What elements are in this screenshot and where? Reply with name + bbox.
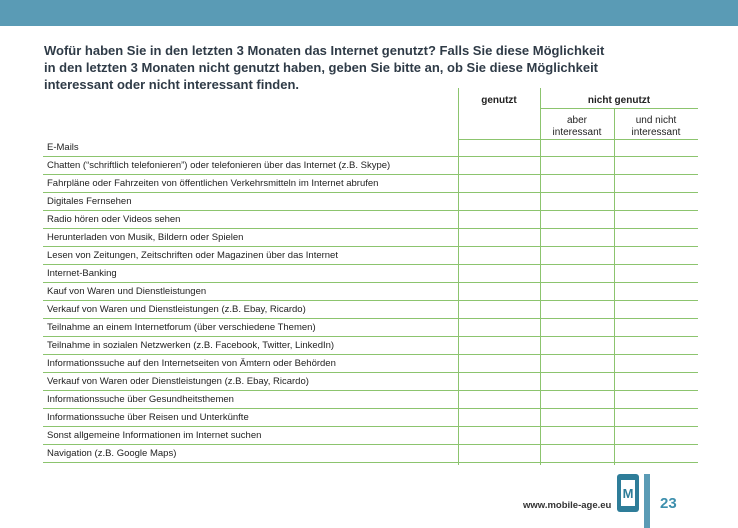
survey-row-label: Lesen von Zeitungen, Zeitschriften oder Magazinen über das Internet: [47, 250, 338, 261]
survey-row: [43, 211, 698, 229]
survey-row: [43, 445, 698, 463]
survey-row-label: Digitales Fernsehen: [47, 196, 132, 207]
survey-row: [43, 247, 698, 265]
survey-row-label: Verkauf von Waren und Dienstleistungen (z.B. Ebay, Ricardo): [47, 304, 306, 315]
page-number: 23: [660, 495, 677, 512]
survey-row-label: Teilnahme in sozialen Netzwerken (z.B. Facebook, Twitter, LinkedIn): [47, 340, 335, 351]
question-line-1: Wofür haben Sie in den letzten 3 Monaten das Internet genutzt? Falls Sie diese Möglichkeit: [44, 43, 605, 58]
survey-row: [43, 157, 698, 175]
survey-row: [43, 229, 698, 247]
survey-row-label: Kauf von Waren und Dienstleistungen: [47, 286, 207, 297]
mobile-age-logo: [617, 474, 639, 512]
survey-row: [43, 139, 698, 157]
survey-row-label: Verkauf von Waren oder Dienstleistungen (z.B. Ebay, Ricardo): [47, 376, 309, 387]
survey-row: [43, 355, 698, 373]
survey-question: [44, 42, 714, 93]
survey-row-label: Internet-Banking: [47, 268, 117, 279]
survey-row-label: Navigation (z.B. Google Maps): [47, 448, 177, 459]
question-line-3: interessant oder nicht interessant finden.: [44, 77, 299, 92]
survey-row-label: Sonst allgemeine Informationen im Internet suchen: [47, 430, 262, 441]
survey-row-label: Informationssuche auf den Internetseiten von Ämtern oder Behörden: [47, 358, 336, 369]
survey-row: [43, 409, 698, 427]
footer-url: www.mobile-age.eu: [523, 500, 612, 511]
survey-row-label: Informationssuche über Gesundheitsthemen: [47, 394, 234, 405]
logo-letter: M: [622, 486, 634, 501]
column-header-und-nicht-interessant: [614, 115, 698, 139]
column-header-aber-interessant: [540, 115, 614, 139]
survey-row-label: Chatten (“schriftlich telefonieren”) oder telefonieren über das Internet (z.B. Skype): [47, 160, 391, 171]
aber-line-2: interessant: [552, 127, 602, 138]
survey-row: [43, 391, 698, 409]
survey-row-label: Herunterladen von Musik, Bildern oder Spielen: [47, 232, 244, 243]
logo-screen: [621, 480, 635, 506]
survey-rows: [43, 139, 698, 463]
survey-row: [43, 373, 698, 391]
survey-row-label: Informationssuche über Reisen und Unterkünfte: [47, 412, 249, 423]
page-accent-bar: [644, 474, 650, 528]
survey-row: [43, 193, 698, 211]
aber-line-1: aber: [566, 115, 587, 126]
survey-row-label: E-Mails: [47, 142, 79, 153]
survey-row: [43, 337, 698, 355]
und-nicht-line-2: interessant: [631, 127, 681, 138]
survey-row-label: Fahrpläne oder Fahrzeiten von öffentlichen Verkehrsmitteln im Internet abrufen: [47, 178, 379, 189]
und-nicht-line-1: und nicht: [635, 115, 677, 126]
survey-row: [43, 301, 698, 319]
column-header-nicht-genutzt: nicht genutzt: [587, 95, 651, 106]
survey-row: [43, 283, 698, 301]
top-banner-bar: [0, 0, 738, 26]
question-line-2: in den letzten 3 Monaten nicht genutzt haben, geben Sie bitte an, ob Sie diese Möglichkeit: [44, 60, 599, 75]
survey-row: [43, 319, 698, 337]
survey-row: [43, 427, 698, 445]
survey-row: [43, 265, 698, 283]
survey-row-label: Radio hören oder Videos sehen: [47, 214, 181, 225]
survey-row-label: Teilnahme an einem Internetforum (über verschiedene Themen): [47, 322, 316, 333]
column-header-genutzt: genutzt: [481, 95, 517, 106]
header-divider-nicht-genutzt: [540, 108, 698, 109]
survey-row: [43, 175, 698, 193]
